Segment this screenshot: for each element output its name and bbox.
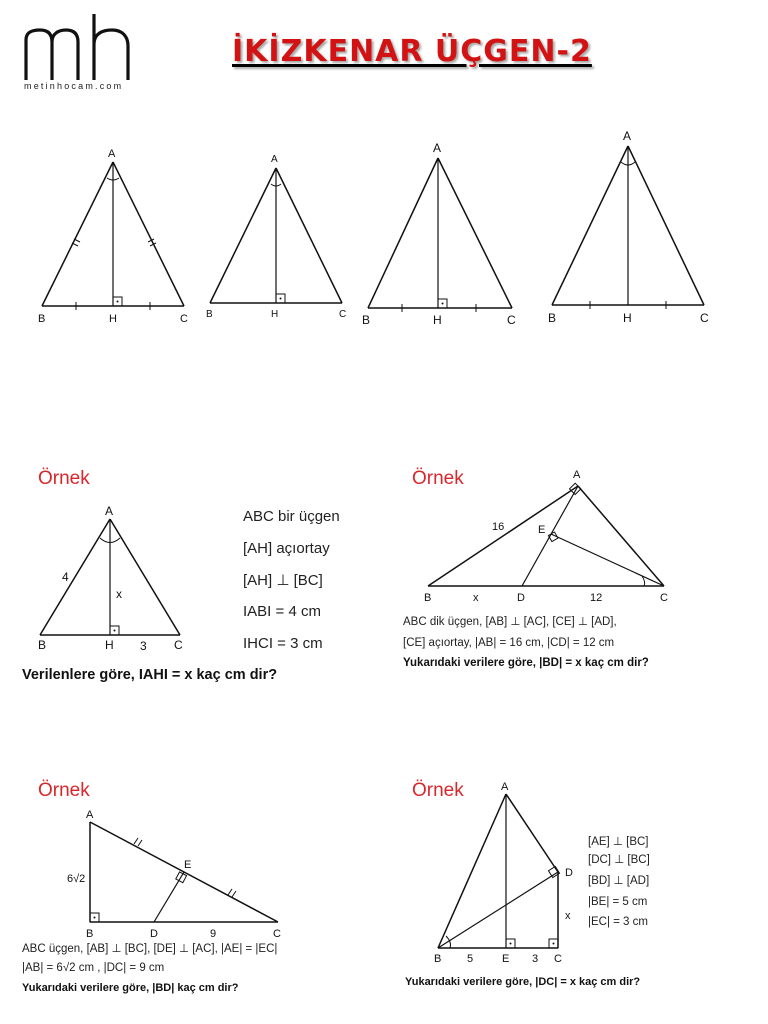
label-B: B: [362, 313, 371, 327]
example-2-given-1: ABC dik üçgen, [AB] ⊥ [AC], [CE] ⊥ [AD],: [403, 616, 617, 628]
example-1-heading: Örnek: [38, 468, 90, 489]
example-2-question: Yukarıdaki verilere göre, |BD| = x kaç cm dir?: [403, 657, 649, 669]
triangle-figure-2: [200, 148, 350, 323]
label-C: C: [180, 313, 188, 325]
label-DC-x: x: [565, 910, 571, 922]
example-2-figure: [420, 466, 680, 606]
label-H: H: [623, 311, 632, 325]
label-A: A: [86, 809, 94, 821]
example-4-question: Yukarıdaki verilere göre, |DC| = x kaç cm dir?: [405, 976, 641, 988]
label-H: H: [109, 313, 117, 325]
label-A: A: [433, 141, 442, 155]
label-B: B: [38, 313, 46, 325]
label-HC-length: 3: [140, 639, 147, 653]
example-3-heading: Örnek: [38, 780, 90, 801]
triangle-figure-3: [360, 140, 525, 330]
label-B: B: [38, 638, 47, 652]
label-C: C: [339, 309, 347, 320]
example-3-given-1: ABC üçgen, [AB] ⊥ [BC], [DE] ⊥ [AC], |AE| = |EC|: [22, 943, 278, 955]
label-A: A: [501, 781, 509, 793]
logo-site-text: metinhocam.com: [24, 81, 124, 91]
example-4-figure: [428, 780, 603, 965]
example-2-heading: Örnek: [412, 468, 464, 489]
example-1-given-4: IABI = 4 cm: [243, 603, 321, 620]
label-DC-length: 9: [210, 928, 217, 940]
example-1-given-3: [AH] ⊥ [BC]: [243, 572, 323, 589]
example-4-given-2: [DC] ⊥ [BC]: [588, 854, 650, 866]
label-EC-length: 3: [532, 953, 539, 965]
label-A: A: [105, 504, 114, 518]
label-D: D: [150, 928, 158, 940]
label-C: C: [273, 928, 281, 940]
label-BD-x: x: [473, 592, 479, 604]
label-C: C: [660, 592, 668, 604]
logo-mh: [22, 14, 152, 80]
label-AB-length: 4: [62, 570, 69, 584]
example-3-figure: [62, 810, 292, 945]
label-C: C: [174, 638, 183, 652]
example-1-figure: [34, 505, 234, 655]
example-1-question: Verilenlere göre, IAHI = x kaç cm dir?: [22, 667, 278, 683]
label-A: A: [108, 148, 116, 160]
label-DC-length: 12: [590, 592, 603, 604]
label-E: E: [538, 524, 546, 536]
label-AB-length: 16: [492, 521, 505, 533]
triangle-figure-1: [30, 140, 200, 325]
example-1-given-1: ABC bir üçgen: [243, 508, 340, 525]
label-C: C: [507, 313, 516, 327]
example-3-given-2: |AB| = 6√2 cm , |DC| = 9 cm: [22, 962, 165, 974]
label-A: A: [573, 469, 581, 481]
label-H: H: [271, 309, 279, 320]
label-B: B: [424, 592, 432, 604]
example-1-given-2: [AH] açıortay: [243, 540, 330, 557]
page-title: İKİZKENAR ÜÇGEN-2: [232, 34, 592, 69]
label-B: B: [206, 309, 213, 320]
label-B: B: [434, 953, 442, 965]
label-D: D: [517, 592, 525, 604]
label-B: B: [86, 928, 94, 940]
label-H: H: [105, 638, 114, 652]
example-4-given-1: [AE] ⊥ [BC]: [588, 836, 649, 848]
example-1-given-5: IHCI = 3 cm: [243, 635, 323, 652]
label-H: H: [433, 313, 442, 327]
example-3-question: Yukarıdaki verilere göre, |BD| kaç cm dir?: [22, 982, 239, 994]
label-D: D: [565, 867, 573, 879]
label-AB-length: 6√2: [67, 873, 86, 885]
triangle-figure-4: [544, 128, 719, 328]
label-BE-length: 5: [467, 953, 474, 965]
label-A: A: [271, 154, 278, 165]
example-2-given-2: [CE] açıortay, |AB| = 16 cm, |CD| = 12 cm: [403, 637, 615, 649]
example-4-heading: Örnek: [412, 780, 464, 801]
label-C: C: [554, 953, 562, 965]
label-B: B: [548, 311, 557, 325]
label-A: A: [623, 129, 632, 143]
label-AH-x: x: [116, 587, 122, 601]
example-4-given-4: |BE| = 5 cm: [588, 896, 648, 908]
example-4-given-5: |EC| = 3 cm: [588, 916, 648, 928]
label-E: E: [184, 859, 192, 871]
label-C: C: [700, 311, 709, 325]
example-4-given-3: [BD] ⊥ [AD]: [588, 875, 650, 887]
label-E: E: [502, 953, 510, 965]
